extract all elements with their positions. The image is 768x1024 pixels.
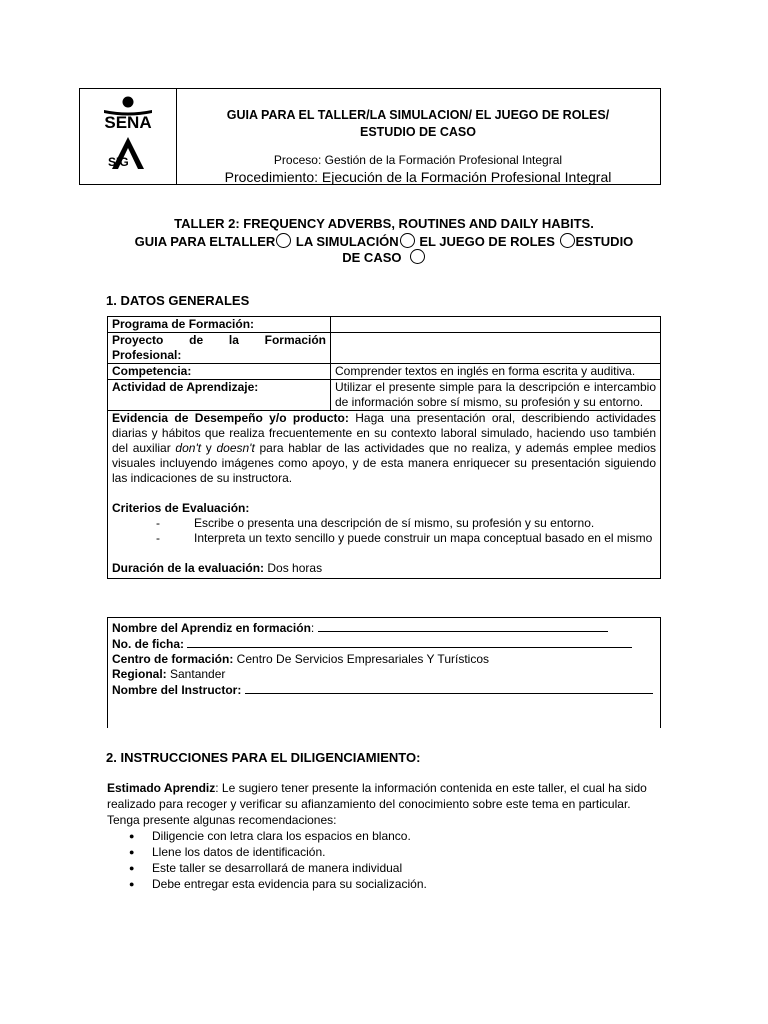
proceso-text: Proceso: Gestión de la Formación Profesional Integral xyxy=(273,153,563,167)
recommendations-list xyxy=(107,828,661,892)
table-row xyxy=(108,317,661,333)
table-row xyxy=(108,380,661,411)
format-options-line2: DE CASO xyxy=(0,249,768,265)
instructor-field[interactable] xyxy=(245,682,653,694)
instructions-block xyxy=(107,780,661,892)
table-row xyxy=(108,411,661,579)
ficha-field[interactable] xyxy=(187,636,632,648)
nombre-aprendiz-field[interactable] xyxy=(318,620,608,632)
evidencia-paragraph: Evidencia de Desempeño y/o producto: Haga una presentación oral, describiendo actividades diarias y hábitos que realiza frecuentemente en su contexto laboral simulado, haciendo uso también del auxiliar don't y doesn't para hablar de las actividades que no realiza, y además emplee medios visuales incluyendo imágenes como apoyo, y de esta manera enriquecer su presentación siguiendo las indicaciones de su instructora. xyxy=(112,411,656,485)
list-item: ● Diligencie con letra clara los espacios en blanco. xyxy=(107,828,661,844)
row-value: Comprender textos en inglés en forma escrita y auditiva. xyxy=(331,364,661,380)
ficha-line: No. de ficha: xyxy=(112,636,656,652)
nombre-aprendiz-line: Nombre del Aprendiz en formación: xyxy=(112,620,656,636)
radio-simulacion[interactable] xyxy=(400,233,415,248)
radio-taller[interactable] xyxy=(276,233,291,248)
list-item: ● Llene los datos de identificación. xyxy=(107,844,661,860)
radio-juego-roles[interactable] xyxy=(560,233,575,248)
instructions-intro: Estimado Aprendiz: Le sugiero tener presente la información contenida en este taller, el cual ha sido realizado para recoger y verificar su afianzamiento del conocimiento sobre este tema en particular. Tenga presente algunas recomendaciones: xyxy=(107,781,647,827)
list-item: ● Debe entregar esta evidencia para su socialización. xyxy=(107,876,661,892)
duracion-line: Duración de la evaluación: Dos horas xyxy=(112,561,323,575)
row-value[interactable] xyxy=(331,317,661,333)
aprendiz-info-box xyxy=(107,617,661,728)
format-options: GUIA PARA ELTALLER LA SIMULACIÓN EL JUEGO DE ROLES ESTUDIO xyxy=(134,234,634,249)
radio-estudio-caso[interactable] xyxy=(410,249,425,264)
criterios-label: Criterios de Evaluación: xyxy=(112,501,250,515)
row-label: Actividad de Aprendizaje: xyxy=(108,380,331,411)
document-header xyxy=(79,88,661,185)
logo-text-sena: SENA xyxy=(104,113,152,132)
row-label: Proyecto de la Formación Profesional: xyxy=(108,333,331,364)
criterio-item: - Escribe o presenta una descripción de sí mismo, su profesión y su entorno. xyxy=(156,516,595,530)
sena-logo xyxy=(94,93,162,179)
logo-cell xyxy=(80,89,177,184)
section1-heading: 1. DATOS GENERALES xyxy=(106,293,250,308)
centro-line: Centro de formación: Centro De Servicios Empresariales Y Turísticos xyxy=(112,652,489,666)
table-row xyxy=(108,364,661,380)
criterio-item: - Interpreta un texto sencillo y puede construir un mapa conceptual basado en el mismo xyxy=(156,531,653,545)
row-value[interactable] xyxy=(331,333,661,364)
instructor-line: Nombre del Instructor: xyxy=(112,682,656,698)
logo-text-sig: SIG xyxy=(108,155,129,169)
evidencia-cell xyxy=(108,411,661,579)
section2-heading: 2. INSTRUCCIONES PARA EL DILIGENCIAMIENTO: xyxy=(106,750,421,765)
header-title: GUIA PARA EL TALLER/LA SIMULACION/ EL JUEGO DE ROLES/ ESTUDIO DE CASO xyxy=(226,108,610,139)
row-label: Competencia: xyxy=(108,364,331,380)
datos-generales-table xyxy=(107,316,661,579)
table-row xyxy=(108,333,661,364)
row-value: Utilizar el presente simple para la descripción e intercambio de información sobre sí mismo, su profesión y su entorno. xyxy=(331,380,661,411)
procedimiento-text: Procedimiento: Ejecución de la Formación Profesional Integral xyxy=(224,169,612,185)
regional-line: Regional: Santander xyxy=(112,667,226,681)
row-label: Programa de Formación: xyxy=(108,317,331,333)
taller-title: TALLER 2: FREQUENCY ADVERBS, ROUTINES AND DAILY HABITS. xyxy=(174,216,594,231)
list-item: ● Este taller se desarrollará de manera individual xyxy=(107,860,661,876)
